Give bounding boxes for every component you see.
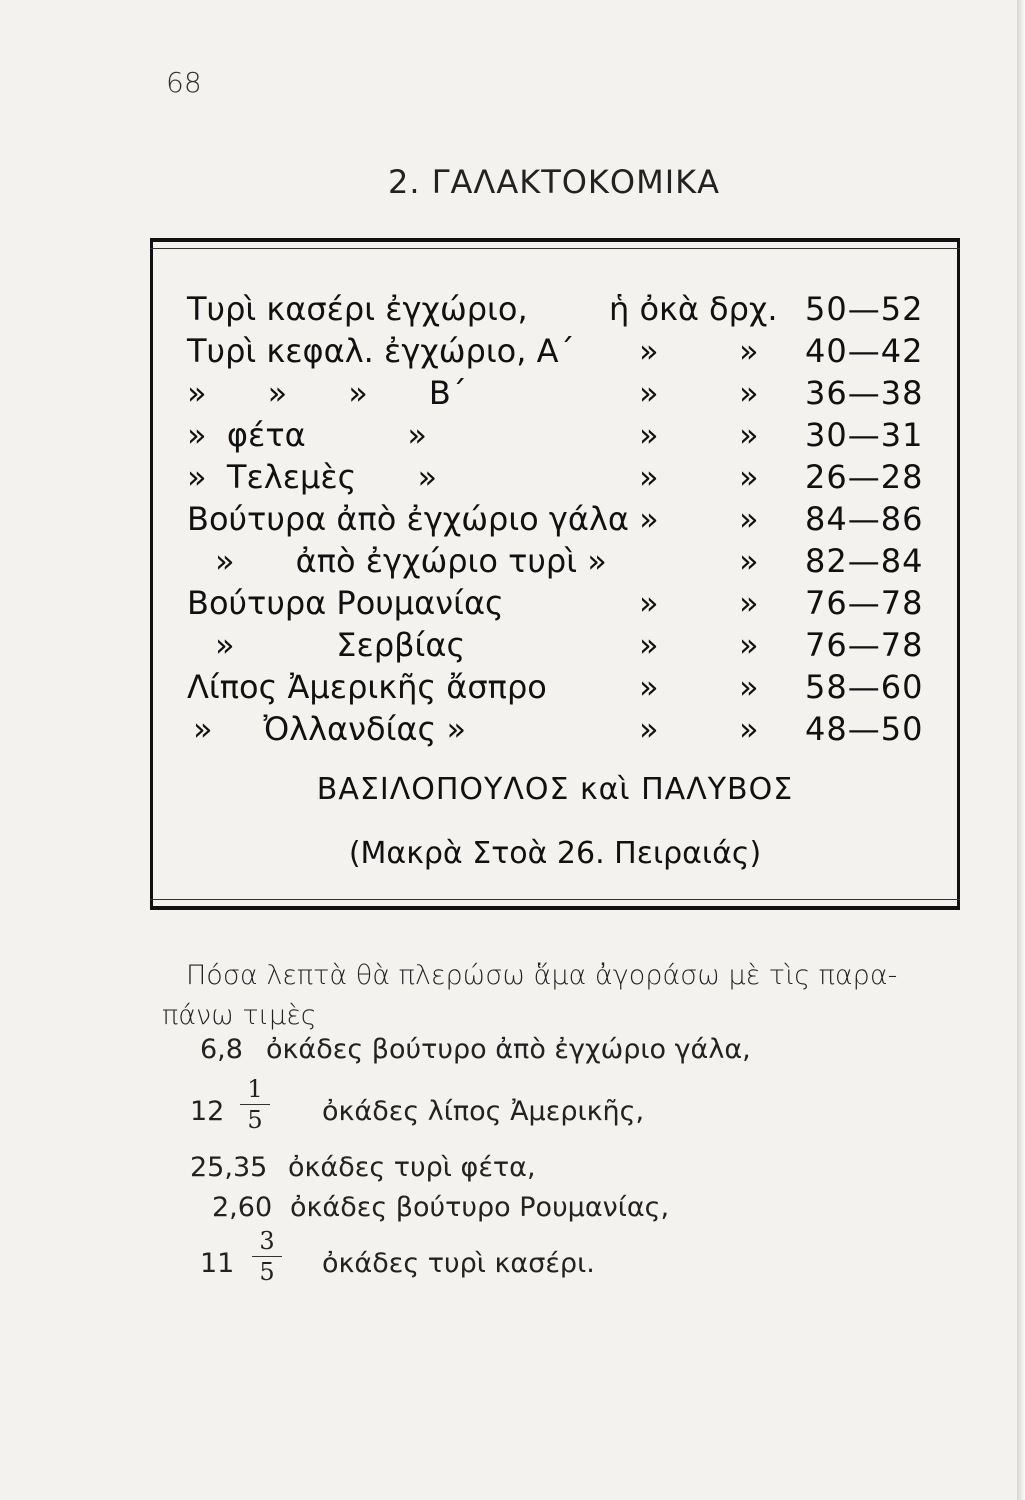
quantity: 2,60 <box>212 1192 273 1223</box>
price-range: 36—38 <box>805 374 924 412</box>
ditto-mark: » <box>739 332 759 370</box>
ditto-mark: » <box>739 416 759 454</box>
ditto-mark: » <box>639 374 659 412</box>
price-range: 84—86 <box>805 500 924 538</box>
price-row <box>153 582 957 624</box>
price-range: 30—31 <box>805 416 924 454</box>
problem-question-line: πάνω τιμὲς <box>162 1000 317 1031</box>
item-name: Τυρὶ κεφαλ. ἐγχώριο, Α΄ <box>187 332 575 370</box>
price-row <box>153 666 957 708</box>
item-name: Λίπος Ἀμερικῆς ἄσπρο <box>187 668 547 706</box>
quantity-description: ὀκάδες λίπος Ἀμερικῆς, <box>322 1096 645 1127</box>
item-name: » ἀπὸ ἐγχώριο τυρὶ » <box>215 542 607 580</box>
quantity-description: ὀκάδες τυρὶ κασέρι. <box>322 1248 595 1279</box>
ditto-mark: » <box>639 710 659 748</box>
price-row <box>153 624 957 666</box>
unit-label: ἡ ὀκὰ <box>609 290 699 328</box>
quantity-whole: 11 <box>200 1248 235 1279</box>
price-row <box>153 498 957 540</box>
ditto-mark: » <box>739 668 759 706</box>
quantity-fraction <box>240 1074 270 1135</box>
ditto-mark: » <box>739 458 759 496</box>
fraction-denominator: 5 <box>247 1106 263 1134</box>
ditto-mark: » <box>739 626 759 664</box>
price-row <box>153 372 957 414</box>
arithmetic-problem <box>162 956 976 1036</box>
price-row <box>153 414 957 456</box>
ditto-mark: » <box>639 584 659 622</box>
price-row <box>153 288 957 330</box>
item-name: » Τελεμὲς » <box>187 458 438 496</box>
price-list-advertisement <box>150 238 960 910</box>
currency-label: δρχ. <box>709 290 778 328</box>
ditto-mark: » <box>739 500 759 538</box>
ditto-mark: » <box>739 710 759 748</box>
ditto-mark: » <box>739 542 759 580</box>
problem-question-line: Πόσα λεπτὰ θὰ πλερώσω ἅμα ἀγοράσω μὲ τὶς παρα- <box>186 960 898 991</box>
ditto-mark: » <box>639 416 659 454</box>
ditto-mark: » <box>639 668 659 706</box>
merchant-name: ΒΑΣΙΛΟΠΟΥΛΟΣ καὶ ΠΑΛΥΒΟΣ <box>316 772 794 807</box>
price-range: 82—84 <box>805 542 924 580</box>
ditto-mark: » <box>739 374 759 412</box>
ditto-mark: » <box>639 626 659 664</box>
price-range: 58—60 <box>805 668 924 706</box>
item-name: Τυρὶ κασέρι ἐγχώριο, <box>187 290 528 328</box>
price-range: 76—78 <box>805 626 924 664</box>
price-row <box>153 330 957 372</box>
price-row <box>153 456 957 498</box>
price-range: 50—52 <box>805 290 924 328</box>
item-name: Βούτυρα ἀπὸ ἐγχώριο γάλα » <box>187 500 659 538</box>
page-number: 68 <box>166 66 202 99</box>
fraction-numerator: 1 <box>247 1075 263 1103</box>
item-name: » Σερβίας <box>215 626 466 664</box>
item-name: Βούτυρα Ρουμανίας <box>187 584 504 622</box>
item-name: » Ὀλλανδίας » <box>193 710 467 748</box>
item-name: » » » Β΄ <box>187 374 467 412</box>
item-name: » φέτα » <box>187 416 427 454</box>
price-row <box>153 540 957 582</box>
price-range: 40—42 <box>805 332 924 370</box>
merchant-address: (Μακρὰ Στοὰ 26. Πειραιάς) <box>348 836 762 871</box>
problem-question <box>162 956 976 1036</box>
price-range: 76—78 <box>805 584 924 622</box>
quantity-description: ὀκάδες βούτυρο Ρουμανίας, <box>290 1192 670 1223</box>
ditto-mark: » <box>639 458 659 496</box>
quantity-fraction <box>252 1226 282 1287</box>
quantity: 6,8 <box>200 1034 243 1065</box>
section-title: 2. ΓΑΛΑΚΤΟΚΟΜΙΚΑ <box>388 163 721 201</box>
fraction-numerator: 3 <box>259 1227 275 1255</box>
price-range: 48—50 <box>805 710 924 748</box>
quantity-description: ὀκάδες βούτυρο ἀπὸ ἐγχώριο γάλα, <box>266 1034 751 1065</box>
quantity-description: ὀκάδες τυρὶ φέτα, <box>288 1152 536 1183</box>
ditto-mark: » <box>739 584 759 622</box>
fraction-denominator: 5 <box>259 1258 275 1286</box>
quantity: 25,35 <box>190 1152 268 1183</box>
ditto-mark: » <box>639 332 659 370</box>
price-range: 26—28 <box>805 458 924 496</box>
page-edge <box>1017 0 1025 1500</box>
price-row <box>153 708 957 750</box>
quantity-whole: 12 <box>190 1096 225 1127</box>
